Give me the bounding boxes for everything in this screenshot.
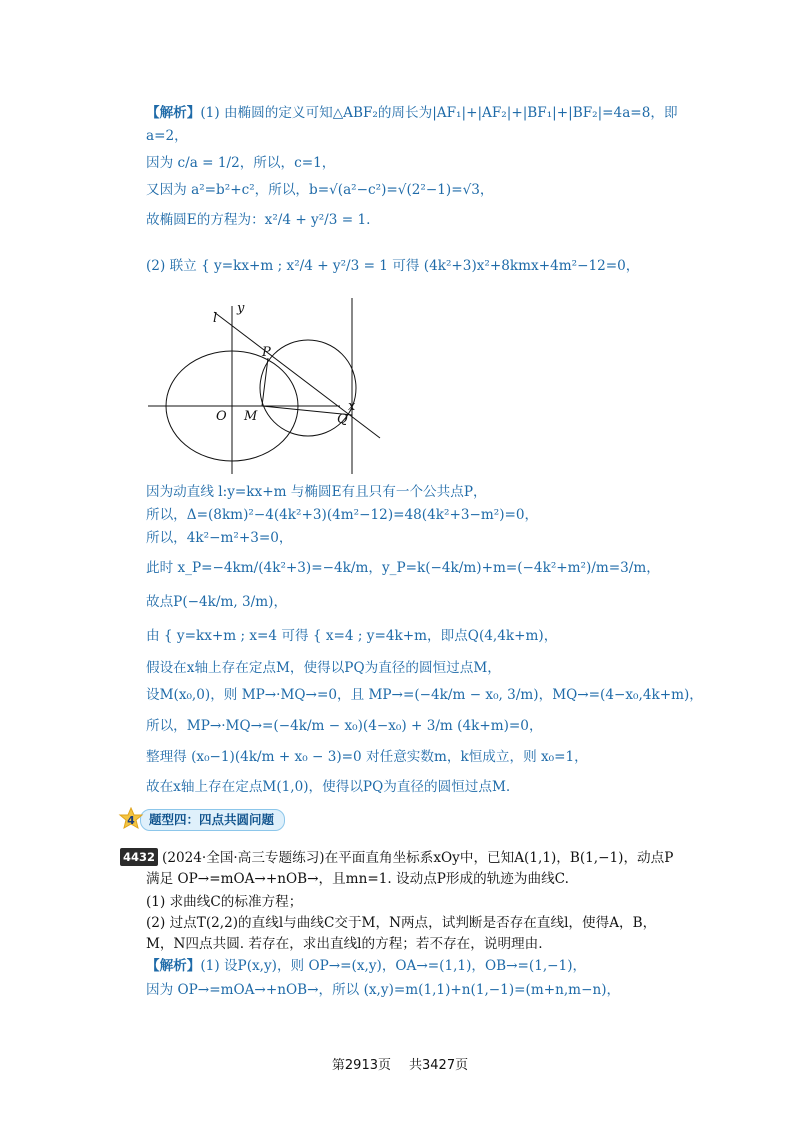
solution-line: 所以，MP→·MQ→=(−4k/m − x₀)(4−x₀) + 3/m (4k+m)=0， — [146, 718, 543, 734]
x-axis-label: x — [348, 399, 356, 414]
solution-line: 此时 x_P=−4km/(4k²+3)=−4k/m，y_P=k(−4k/m)+m=(−4k²+m²)/m=3/m， — [146, 560, 660, 576]
solution-line: 【解析】(1) 设P(x,y)，则 OP→=(x,y)，OA→=(1,1)，OB→=(1,−1)， — [146, 958, 587, 974]
problem-number: 4432 — [120, 848, 158, 866]
solution-line: (2) 联立 { y=kx+m ; x²/4 + y²/3 = 1 可得 (4k²+3)x²+8kmx+4m²−12=0， — [146, 258, 640, 274]
geometry-figure — [144, 298, 394, 474]
solution-line: 因为动直线 l:y=kx+m 与椭圆E有且只有一个公共点P， — [146, 484, 487, 500]
solution-line: 所以，Δ=(8km)²−4(4k²+3)(4m²−12)=48(4k²+3−m²)=0， — [146, 507, 539, 523]
solution-line: 设M(x₀,0)，则 MP→·MQ→=0，且 MP→=(−4k/m − x₀, 3/m)，MQ→=(4−x₀,4k+m)， — [146, 687, 703, 703]
solution-line: 因为 c/a = 1/2，所以，c=1， — [146, 155, 336, 171]
solution-line: 假设在x轴上存在定点M，使得以PQ为直径的圆恒过点M， — [146, 660, 501, 676]
problem-line: M，N四点共圆. 若存在，求出直线l的方程；若不存在，说明理由. — [146, 936, 543, 952]
solution-label: 【解析】 — [146, 958, 201, 974]
solution-label: 【解析】 — [146, 105, 201, 121]
problem-line: 4432 (2024·全国·高三专题练习)在平面直角坐标系xOy中，已知A(1,1)，B(1,−1)，动点P — [120, 848, 673, 866]
problem-line: (1) 求曲线C的标准方程； — [146, 894, 303, 910]
line-l-label: l — [213, 311, 218, 326]
section-title: 题型四：四点共圆问题 — [140, 809, 285, 831]
origin-label: O — [216, 409, 227, 424]
solution-line: 故点P(−4k/m, 3/m)， — [146, 594, 288, 610]
solution-line: 整理得 (x₀−1)(4k/m + x₀ − 3)=0 对任意实数m，k恒成立，则 x₀=1， — [146, 749, 588, 765]
solution-line: 【解析】(1) 由椭圆的定义可知△ABF₂的周长为|AF₁|+|AF₂|+|BF₁|+|BF₂|=4a=8，即 — [146, 105, 678, 121]
page-footer — [0, 1054, 800, 1073]
solution-line: 又因为 a²=b²+c²，所以，b=√(a²−c²)=√(2²−1)=√3， — [146, 182, 494, 198]
total-pages: 共3427页 — [409, 1058, 469, 1073]
point-q-label: Q — [337, 412, 348, 427]
point-m-label: M — [244, 409, 258, 424]
problem-line: (2) 过点T(2,2)的直线l与曲线C交于M，N两点，试判断是否存在直线l，使得A，B， — [146, 915, 657, 931]
page-number: 第2913页 — [331, 1058, 391, 1073]
problem-line: 满足 OP→=mOA→+nOB→，且mn=1. 设动点P形成的轨迹为曲线C. — [146, 871, 569, 887]
solution-line: 故在x轴上存在定点M(1,0)，使得以PQ为直径的圆恒过点M. — [146, 779, 511, 795]
solution-line: 所以，4k²−m²+3=0， — [146, 530, 293, 546]
svg-text:4: 4 — [127, 814, 135, 827]
y-axis-label: y — [237, 301, 245, 316]
section-banner — [118, 807, 285, 833]
section-number-badge-icon — [118, 807, 144, 833]
solution-line: a=2， — [146, 128, 188, 144]
solution-line: 由 { y=kx+m ; x=4 可得 { x=4 ; y=4k+m，即点Q(4,4k+m)， — [146, 628, 558, 644]
solution-line: 故椭圆E的方程为：x²/4 + y²/3 = 1. — [146, 212, 371, 228]
solution-line: 因为 OP→=mOA→+nOB→，所以 (x,y)=m(1,1)+n(1,−1)=(m+n,m−n)， — [146, 982, 621, 998]
point-p-label: P — [262, 345, 271, 360]
